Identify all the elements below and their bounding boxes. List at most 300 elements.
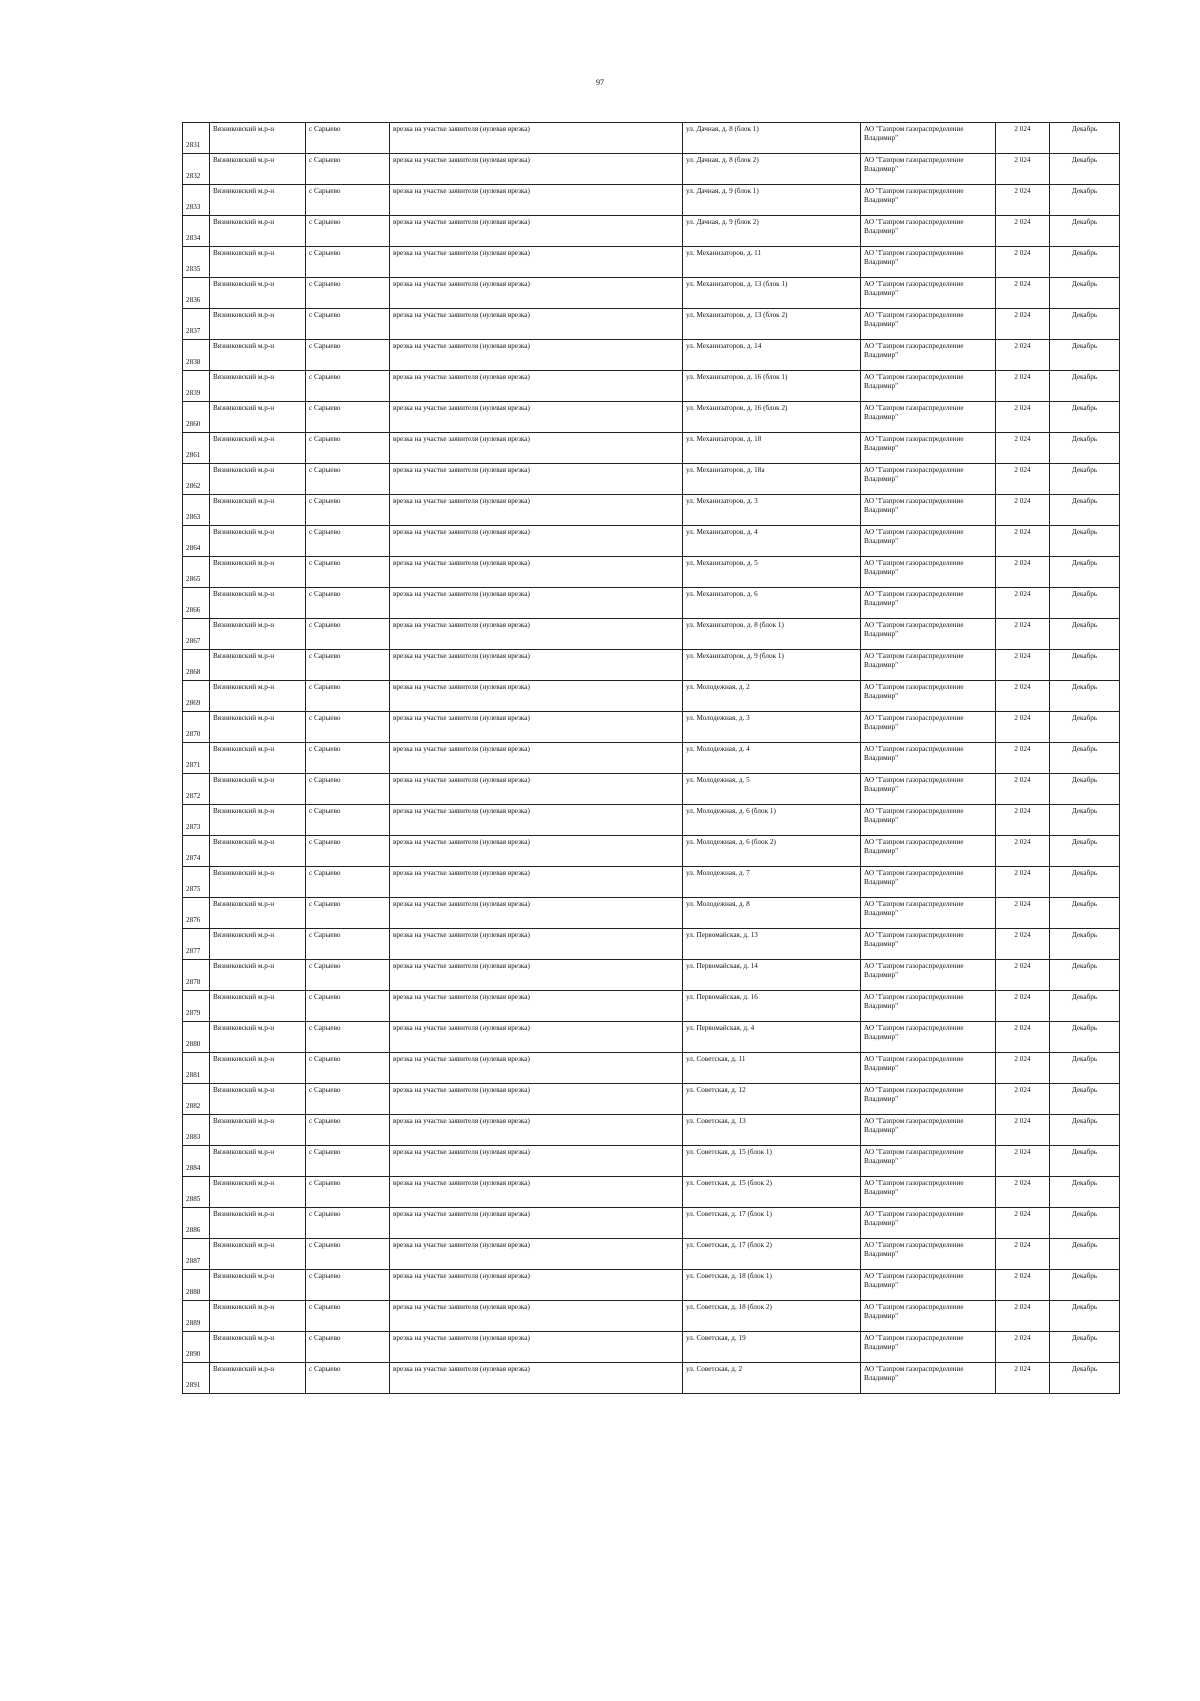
page-number: 97 [596,78,604,87]
table-row [183,1053,1120,1084]
address-cell: ул. Советская, д. 15 (блок 2) [683,1177,861,1208]
year-cell: 2 024 [996,123,1050,154]
address-cell: ул. Советская, д. 2 [683,1363,861,1394]
organization-cell: АО "Газпром газораспределение Владимир" [861,1208,996,1239]
row-number-cell: 2868 [183,650,210,681]
organization-cell: АО "Газпром газораспределение Владимир" [861,216,996,247]
work-type-cell: врезка на участке заявителя (нулевая врезка) [390,650,683,681]
work-type-cell: врезка на участке заявителя (нулевая врезка) [390,681,683,712]
work-type-cell: врезка на участке заявителя (нулевая врезка) [390,898,683,929]
work-type-cell: врезка на участке заявителя (нулевая врезка) [390,309,683,340]
address-cell: ул. Дачная, д. 8 (блок 1) [683,123,861,154]
year-cell: 2 024 [996,1239,1050,1270]
table-row [183,960,1120,991]
settlement-cell: с Сарыево [306,309,390,340]
year-cell: 2 024 [996,650,1050,681]
district-cell: Вязниковский м.р-н [210,1115,306,1146]
year-cell: 2 024 [996,960,1050,991]
year-cell: 2 024 [996,588,1050,619]
month-cell: Декабрь [1050,433,1120,464]
settlement-cell: с Сарыево [306,1115,390,1146]
year-cell: 2 024 [996,557,1050,588]
organization-cell: АО "Газпром газораспределение Владимир" [861,557,996,588]
settlement-cell: с Сарыево [306,495,390,526]
work-type-cell: врезка на участке заявителя (нулевая врезка) [390,1332,683,1363]
year-cell: 2 024 [996,464,1050,495]
table-row [183,402,1120,433]
address-cell: ул. Механизаторов, д. 8 (блок 1) [683,619,861,650]
month-cell: Декабрь [1050,650,1120,681]
district-cell: Вязниковский м.р-н [210,340,306,371]
row-number-cell: 2871 [183,743,210,774]
row-number-cell: 2839 [183,371,210,402]
district-cell: Вязниковский м.р-н [210,867,306,898]
organization-cell: АО "Газпром газораспределение Владимир" [861,743,996,774]
year-cell: 2 024 [996,991,1050,1022]
row-number-cell: 2863 [183,495,210,526]
month-cell: Декабрь [1050,1239,1120,1270]
organization-cell: АО "Газпром газораспределение Владимир" [861,836,996,867]
table-row [183,433,1120,464]
work-type-cell: врезка на участке заявителя (нулевая врезка) [390,929,683,960]
row-number-cell: 2866 [183,588,210,619]
settlement-cell: с Сарыево [306,1301,390,1332]
settlement-cell: с Сарыево [306,123,390,154]
address-cell: ул. Механизаторов, д. 18 [683,433,861,464]
month-cell: Декабрь [1050,1053,1120,1084]
month-cell: Декабрь [1050,774,1120,805]
year-cell: 2 024 [996,278,1050,309]
settlement-cell: с Сарыево [306,1146,390,1177]
table-row [183,929,1120,960]
year-cell: 2 024 [996,154,1050,185]
organization-cell: АО "Газпром газораспределение Владимир" [861,433,996,464]
address-cell: ул. Молодежная, д. 7 [683,867,861,898]
year-cell: 2 024 [996,836,1050,867]
month-cell: Декабрь [1050,588,1120,619]
organization-cell: АО "Газпром газораспределение Владимир" [861,1270,996,1301]
address-cell: ул. Механизаторов, д. 5 [683,557,861,588]
address-cell: ул. Механизаторов, д. 14 [683,340,861,371]
organization-cell: АО "Газпром газораспределение Владимир" [861,712,996,743]
row-number-cell: 2881 [183,1053,210,1084]
table-row [183,1084,1120,1115]
district-cell: Вязниковский м.р-н [210,402,306,433]
month-cell: Декабрь [1050,805,1120,836]
work-type-cell: врезка на участке заявителя (нулевая врезка) [390,1239,683,1270]
address-cell: ул. Молодежная, д. 6 (блок 2) [683,836,861,867]
district-cell: Вязниковский м.р-н [210,309,306,340]
table-row [183,216,1120,247]
organization-cell: АО "Газпром газораспределение Владимир" [861,1084,996,1115]
work-type-cell: врезка на участке заявителя (нулевая врезка) [390,1270,683,1301]
month-cell: Декабрь [1050,309,1120,340]
address-cell: ул. Советская, д. 18 (блок 2) [683,1301,861,1332]
table-row [183,1270,1120,1301]
settlement-cell: с Сарыево [306,433,390,464]
address-cell: ул. Советская, д. 18 (блок 1) [683,1270,861,1301]
settlement-cell: с Сарыево [306,247,390,278]
district-cell: Вязниковский м.р-н [210,805,306,836]
year-cell: 2 024 [996,898,1050,929]
settlement-cell: с Сарыево [306,1363,390,1394]
row-number-cell: 2837 [183,309,210,340]
address-cell: ул. Механизаторов, д. 6 [683,588,861,619]
district-cell: Вязниковский м.р-н [210,1177,306,1208]
district-cell: Вязниковский м.р-н [210,185,306,216]
table-row [183,340,1120,371]
organization-cell: АО "Газпром газораспределение Владимир" [861,1301,996,1332]
district-cell: Вязниковский м.р-н [210,526,306,557]
work-type-cell: врезка на участке заявителя (нулевая врезка) [390,216,683,247]
address-cell: ул. Советская, д. 13 [683,1115,861,1146]
address-cell: ул. Молодежная, д. 4 [683,743,861,774]
month-cell: Декабрь [1050,1363,1120,1394]
address-cell: ул. Дачная, д. 9 (блок 1) [683,185,861,216]
year-cell: 2 024 [996,1146,1050,1177]
work-type-cell: врезка на участке заявителя (нулевая врезка) [390,1363,683,1394]
organization-cell: АО "Газпром газораспределение Владимир" [861,1177,996,1208]
work-type-cell: врезка на участке заявителя (нулевая врезка) [390,371,683,402]
table-row [183,1115,1120,1146]
table-row [183,309,1120,340]
address-cell: ул. Механизаторов, д. 13 (блок 2) [683,309,861,340]
table-row [183,123,1120,154]
table-row [183,712,1120,743]
district-cell: Вязниковский м.р-н [210,681,306,712]
address-cell: ул. Дачная, д. 8 (блок 2) [683,154,861,185]
settlement-cell: с Сарыево [306,1053,390,1084]
year-cell: 2 024 [996,619,1050,650]
table-row [183,836,1120,867]
work-type-cell: врезка на участке заявителя (нулевая врезка) [390,1115,683,1146]
settlement-cell: с Сарыево [306,712,390,743]
settlement-cell: с Сарыево [306,154,390,185]
settlement-cell: с Сарыево [306,371,390,402]
month-cell: Декабрь [1050,185,1120,216]
table-row [183,898,1120,929]
district-cell: Вязниковский м.р-н [210,433,306,464]
month-cell: Декабрь [1050,960,1120,991]
organization-cell: АО "Газпром газораспределение Владимир" [861,340,996,371]
address-cell: ул. Механизаторов, д. 16 (блок 1) [683,371,861,402]
year-cell: 2 024 [996,743,1050,774]
organization-cell: АО "Газпром газораспределение Владимир" [861,1053,996,1084]
row-number-cell: 2888 [183,1270,210,1301]
row-number-cell: 2885 [183,1177,210,1208]
address-cell: ул. Механизаторов, д. 13 (блок 1) [683,278,861,309]
organization-cell: АО "Газпром газораспределение Владимир" [861,681,996,712]
work-type-cell: врезка на участке заявителя (нулевая врезка) [390,805,683,836]
row-number-cell: 2860 [183,402,210,433]
organization-cell: АО "Газпром газораспределение Владимир" [861,1363,996,1394]
year-cell: 2 024 [996,247,1050,278]
address-cell: ул. Механизаторов, д. 11 [683,247,861,278]
organization-cell: АО "Газпром газораспределение Владимир" [861,247,996,278]
work-type-cell: врезка на участке заявителя (нулевая врезка) [390,1084,683,1115]
organization-cell: АО "Газпром газораспределение Владимир" [861,495,996,526]
year-cell: 2 024 [996,867,1050,898]
district-cell: Вязниковский м.р-н [210,774,306,805]
settlement-cell: с Сарыево [306,1332,390,1363]
row-number-cell: 2882 [183,1084,210,1115]
settlement-cell: с Сарыево [306,1270,390,1301]
organization-cell: АО "Газпром газораспределение Владимир" [861,1146,996,1177]
district-cell: Вязниковский м.р-н [210,1084,306,1115]
address-cell: ул. Молодежная, д. 8 [683,898,861,929]
row-number-cell: 2865 [183,557,210,588]
address-cell: ул. Механизаторов, д. 9 (блок 1) [683,650,861,681]
row-number-cell: 2875 [183,867,210,898]
organization-cell: АО "Газпром газораспределение Владимир" [861,123,996,154]
settlement-cell: с Сарыево [306,464,390,495]
table-row [183,991,1120,1022]
month-cell: Декабрь [1050,867,1120,898]
row-number-cell: 2833 [183,185,210,216]
month-cell: Декабрь [1050,340,1120,371]
year-cell: 2 024 [996,402,1050,433]
address-cell: ул. Механизаторов, д. 4 [683,526,861,557]
row-number-cell: 2874 [183,836,210,867]
month-cell: Декабрь [1050,712,1120,743]
address-cell: ул. Первомайская, д. 16 [683,991,861,1022]
month-cell: Декабрь [1050,1022,1120,1053]
organization-cell: АО "Газпром газораспределение Владимир" [861,805,996,836]
row-number-cell: 2886 [183,1208,210,1239]
row-number-cell: 2836 [183,278,210,309]
year-cell: 2 024 [996,526,1050,557]
organization-cell: АО "Газпром газораспределение Владимир" [861,154,996,185]
organization-cell: АО "Газпром газораспределение Владимир" [861,1022,996,1053]
address-cell: ул. Советская, д. 19 [683,1332,861,1363]
work-type-cell: врезка на участке заявителя (нулевая врезка) [390,774,683,805]
district-cell: Вязниковский м.р-н [210,836,306,867]
year-cell: 2 024 [996,185,1050,216]
district-cell: Вязниковский м.р-н [210,712,306,743]
month-cell: Декабрь [1050,1301,1120,1332]
work-type-cell: врезка на участке заявителя (нулевая врезка) [390,1177,683,1208]
table-row [183,1208,1120,1239]
table-row [183,526,1120,557]
month-cell: Декабрь [1050,743,1120,774]
address-cell: ул. Первомайская, д. 4 [683,1022,861,1053]
district-cell: Вязниковский м.р-н [210,1146,306,1177]
month-cell: Декабрь [1050,1084,1120,1115]
table-row [183,154,1120,185]
organization-cell: АО "Газпром газораспределение Владимир" [861,774,996,805]
table-row [183,619,1120,650]
table-row [183,743,1120,774]
table-row [183,805,1120,836]
year-cell: 2 024 [996,1270,1050,1301]
district-cell: Вязниковский м.р-н [210,1270,306,1301]
year-cell: 2 024 [996,929,1050,960]
year-cell: 2 024 [996,433,1050,464]
year-cell: 2 024 [996,1363,1050,1394]
settlement-cell: с Сарыево [306,526,390,557]
organization-cell: АО "Газпром газораспределение Владимир" [861,650,996,681]
row-number-cell: 2872 [183,774,210,805]
row-number-cell: 2880 [183,1022,210,1053]
month-cell: Декабрь [1050,1208,1120,1239]
settlement-cell: с Сарыево [306,185,390,216]
row-number-cell: 2869 [183,681,210,712]
year-cell: 2 024 [996,1053,1050,1084]
year-cell: 2 024 [996,712,1050,743]
settlement-cell: с Сарыево [306,340,390,371]
district-cell: Вязниковский м.р-н [210,1301,306,1332]
district-cell: Вязниковский м.р-н [210,123,306,154]
address-cell: ул. Молодежная, д. 3 [683,712,861,743]
settlement-cell: с Сарыево [306,867,390,898]
work-type-cell: врезка на участке заявителя (нулевая врезка) [390,247,683,278]
row-number-cell: 2889 [183,1301,210,1332]
row-number-cell: 2832 [183,154,210,185]
row-number-cell: 2891 [183,1363,210,1394]
work-type-cell: врезка на участке заявителя (нулевая врезка) [390,123,683,154]
month-cell: Декабрь [1050,1270,1120,1301]
row-number-cell: 2831 [183,123,210,154]
month-cell: Декабрь [1050,371,1120,402]
month-cell: Декабрь [1050,495,1120,526]
district-cell: Вязниковский м.р-н [210,1208,306,1239]
row-number-cell: 2877 [183,929,210,960]
month-cell: Декабрь [1050,216,1120,247]
row-number-cell: 2867 [183,619,210,650]
table-row [183,867,1120,898]
settlement-cell: с Сарыево [306,774,390,805]
work-type-cell: врезка на участке заявителя (нулевая врезка) [390,526,683,557]
row-number-cell: 2878 [183,960,210,991]
work-type-cell: врезка на участке заявителя (нулевая врезка) [390,588,683,619]
year-cell: 2 024 [996,1022,1050,1053]
table-row [183,588,1120,619]
table-row [183,557,1120,588]
work-type-cell: врезка на участке заявителя (нулевая врезка) [390,960,683,991]
district-cell: Вязниковский м.р-н [210,1239,306,1270]
year-cell: 2 024 [996,774,1050,805]
address-cell: ул. Механизаторов, д. 18а [683,464,861,495]
district-cell: Вязниковский м.р-н [210,247,306,278]
month-cell: Декабрь [1050,247,1120,278]
year-cell: 2 024 [996,681,1050,712]
table-row [183,1363,1120,1394]
month-cell: Декабрь [1050,278,1120,309]
settlement-cell: с Сарыево [306,1239,390,1270]
month-cell: Декабрь [1050,1332,1120,1363]
work-type-cell: врезка на участке заявителя (нулевая врезка) [390,867,683,898]
district-cell: Вязниковский м.р-н [210,154,306,185]
organization-cell: АО "Газпром газораспределение Владимир" [861,588,996,619]
organization-cell: АО "Газпром газораспределение Владимир" [861,1115,996,1146]
address-cell: ул. Советская, д. 17 (блок 1) [683,1208,861,1239]
settlement-cell: с Сарыево [306,1177,390,1208]
address-cell: ул. Советская, д. 12 [683,1084,861,1115]
month-cell: Декабрь [1050,1115,1120,1146]
settlement-cell: с Сарыево [306,898,390,929]
work-type-cell: врезка на участке заявителя (нулевая врезка) [390,743,683,774]
month-cell: Декабрь [1050,464,1120,495]
table-row [183,1332,1120,1363]
month-cell: Декабрь [1050,836,1120,867]
work-type-cell: врезка на участке заявителя (нулевая врезка) [390,1146,683,1177]
work-type-cell: врезка на участке заявителя (нулевая врезка) [390,557,683,588]
table-row [183,1022,1120,1053]
address-cell: ул. Советская, д. 17 (блок 2) [683,1239,861,1270]
year-cell: 2 024 [996,340,1050,371]
work-type-cell: врезка на участке заявителя (нулевая врезка) [390,1053,683,1084]
district-cell: Вязниковский м.р-н [210,1053,306,1084]
settlement-cell: с Сарыево [306,836,390,867]
address-cell: ул. Механизаторов, д. 3 [683,495,861,526]
work-type-cell: врезка на участке заявителя (нулевая врезка) [390,402,683,433]
district-cell: Вязниковский м.р-н [210,743,306,774]
table-row [183,1177,1120,1208]
organization-cell: АО "Газпром газораспределение Владимир" [861,991,996,1022]
district-cell: Вязниковский м.р-н [210,898,306,929]
month-cell: Декабрь [1050,402,1120,433]
address-cell: ул. Дачная, д. 9 (блок 2) [683,216,861,247]
year-cell: 2 024 [996,371,1050,402]
settlement-cell: с Сарыево [306,1208,390,1239]
row-number-cell: 2861 [183,433,210,464]
organization-cell: АО "Газпром газораспределение Владимир" [861,1239,996,1270]
address-cell: ул. Советская, д. 15 (блок 1) [683,1146,861,1177]
organization-cell: АО "Газпром газораспределение Владимир" [861,309,996,340]
address-cell: ул. Молодежная, д. 6 (блок 1) [683,805,861,836]
table-row [183,495,1120,526]
month-cell: Декабрь [1050,557,1120,588]
row-number-cell: 2876 [183,898,210,929]
organization-cell: АО "Газпром газораспределение Владимир" [861,371,996,402]
district-cell: Вязниковский м.р-н [210,216,306,247]
settlement-cell: с Сарыево [306,991,390,1022]
year-cell: 2 024 [996,1301,1050,1332]
settlement-cell: с Сарыево [306,681,390,712]
settlement-cell: с Сарыево [306,402,390,433]
month-cell: Декабрь [1050,681,1120,712]
address-cell: ул. Молодежная, д. 5 [683,774,861,805]
district-cell: Вязниковский м.р-н [210,557,306,588]
settlement-cell: с Сарыево [306,929,390,960]
district-cell: Вязниковский м.р-н [210,1022,306,1053]
table-row [183,247,1120,278]
settlement-cell: с Сарыево [306,557,390,588]
organization-cell: АО "Газпром газораспределение Владимир" [861,929,996,960]
row-number-cell: 2890 [183,1332,210,1363]
settlement-cell: с Сарыево [306,960,390,991]
month-cell: Декабрь [1050,526,1120,557]
work-type-cell: врезка на участке заявителя (нулевая врезка) [390,1301,683,1332]
year-cell: 2 024 [996,1084,1050,1115]
table-row [183,185,1120,216]
work-type-cell: врезка на участке заявителя (нулевая врезка) [390,1208,683,1239]
year-cell: 2 024 [996,216,1050,247]
district-cell: Вязниковский м.р-н [210,929,306,960]
work-type-cell: врезка на участке заявителя (нулевая врезка) [390,1022,683,1053]
year-cell: 2 024 [996,495,1050,526]
organization-cell: АО "Газпром газораспределение Владимир" [861,464,996,495]
table-row [183,1146,1120,1177]
table-row [183,1239,1120,1270]
organization-cell: АО "Газпром газораспределение Владимир" [861,526,996,557]
settlement-cell: с Сарыево [306,650,390,681]
row-number-cell: 2879 [183,991,210,1022]
works-table [182,122,1120,1394]
year-cell: 2 024 [996,1208,1050,1239]
year-cell: 2 024 [996,1332,1050,1363]
work-type-cell: врезка на участке заявителя (нулевая врезка) [390,464,683,495]
